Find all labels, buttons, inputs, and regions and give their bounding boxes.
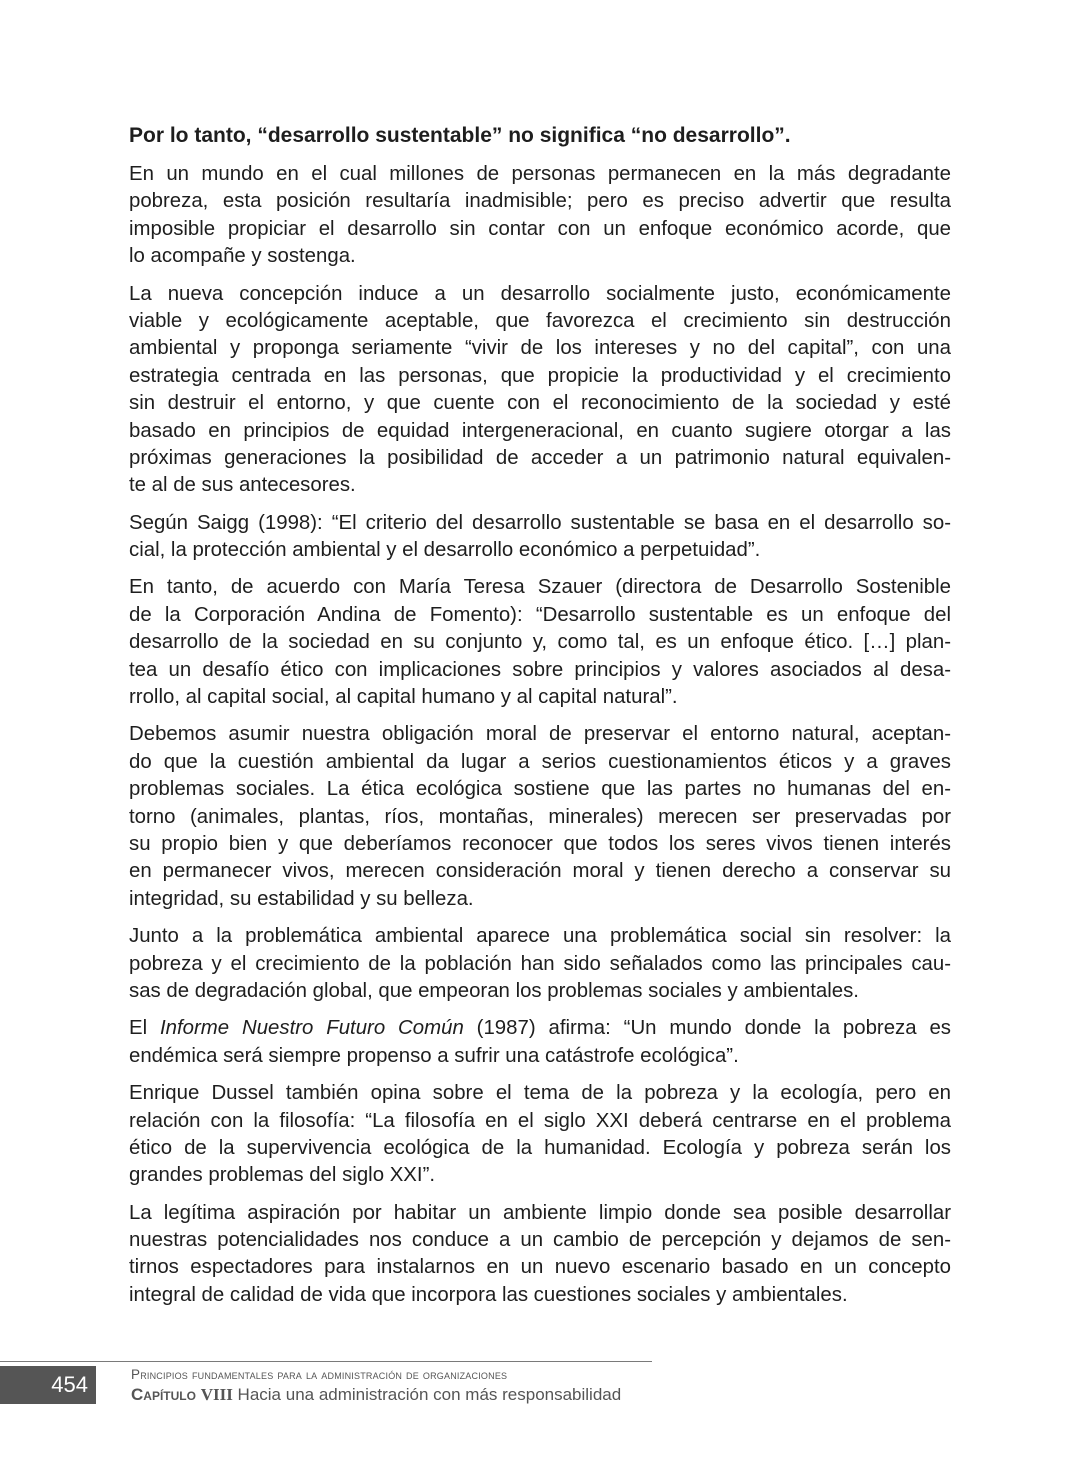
paragraph-4 <box>129 574 951 711</box>
chapter-number: VIII <box>200 1385 233 1404</box>
text-line: desarrollo de la sociedad en su conjunto y, como tal, es un enfoque ético. […] plan- <box>129 631 951 654</box>
text-line: en permanecer vivos, merecen consideración moral y tienen derecho a conservar su <box>129 860 951 883</box>
text-line: grandes problemas del siglo XXI”. <box>129 1164 436 1187</box>
section-heading: Por lo tanto, “desarrollo sustentable” no significa “no desarrollo”. <box>129 124 791 147</box>
text-line: lo acompañe y sostenga. <box>129 245 356 268</box>
text-line: de la Corporación Andina de Fomento): “Desarrollo sustentable es un enfoque del <box>129 603 951 626</box>
paragraph-5 <box>129 721 951 913</box>
chapter-label: Capítulo <box>131 1385 196 1404</box>
text-line: integral de calidad de vida que incorpora las cuestiones sociales y ambientales. <box>129 1283 848 1306</box>
text-line: endémica será siempre propenso a sufrir una catástrofe ecológica”. <box>129 1044 739 1067</box>
text-line: tea un desafío ético con implicaciones sobre principios y valores asociados al desa- <box>129 658 951 681</box>
text-line: basado en principios de equidad intergeneracional, en cuanto sugiere otorgar a las <box>129 419 951 442</box>
text-line: rrollo, al capital social, al capital humano y al capital natural”. <box>129 686 678 709</box>
paragraph-7-informe <box>129 1015 951 1070</box>
text-line: relación con la filosofía: “La filosofía en el siglo XXI deberá centrarse en el problema <box>129 1109 951 1132</box>
chapter-title: Hacia una administración con más responsabilidad <box>237 1385 622 1404</box>
paragraph-8 <box>129 1080 951 1190</box>
text-line: sas de degradación global, que empeoran los problemas sociales y ambientales. <box>129 979 859 1002</box>
paragraph-2 <box>129 281 951 500</box>
paragraph-1 <box>129 161 951 271</box>
text-line: nuestras potencialidades nos conduce a un cambio de percepción y dejamos de sen- <box>129 1229 951 1252</box>
text-line: estrategia centrada en las personas, que propicie la productividad y el crecimiento <box>129 364 951 387</box>
text-line: La nueva concepción induce a un desarrollo socialmente justo, económicamente <box>129 282 951 305</box>
text-line: viable y ecológicamente aceptable, que favorezca el crecimiento sin destrucción <box>129 309 951 332</box>
running-head-chapter <box>131 1385 621 1405</box>
text-fragment: El <box>129 1017 160 1040</box>
text-line: próximas generaciones la posibilidad de acceder a un patrimonio natural equivalen- <box>129 446 951 469</box>
text-line: imposible propiciar el desarrollo sin contar con un enfoque económico acorde, que <box>129 217 951 240</box>
text-line: La legítima aspiración por habitar un ambiente limpio donde sea posible desarrollar <box>129 1201 951 1224</box>
text-line: do que la cuestión ambiental da lugar a serios cuestionamientos éticos y a graves <box>129 750 951 773</box>
running-head-book-title: Principios fundamentales para la administración de organizaciones <box>131 1367 508 1382</box>
text-line: su propio bien y que deberíamos reconocer que todos los seres vivos tienen interés <box>129 832 951 855</box>
footer-divider <box>0 1361 652 1362</box>
text-line: cial, la protección ambiental y el desarrollo económico a perpetuidad”. <box>129 539 761 562</box>
text-line: tirnos espectadores para instalarnos en un nuevo escenario basado en un concepto <box>129 1256 951 1279</box>
text-line: Según Saigg (1998): “El criterio del desarrollo sustentable se basa en el desarrollo so- <box>129 511 951 534</box>
text-fragment: (1987) afirma: “Un mundo donde la pobreza es <box>463 1017 951 1040</box>
book-title-italic: Informe Nuestro Futuro Común <box>160 1017 464 1040</box>
text-line: ético de la supervivencia ecológica de la humanidad. Ecología y pobreza serán los <box>129 1136 951 1159</box>
paragraph-3 <box>129 510 951 565</box>
page-number: 454 <box>0 1366 96 1404</box>
text-line: te al de sus antecesores. <box>129 474 356 497</box>
text-line: Enrique Dussel también opina sobre el tema de la pobreza y la ecología, pero en <box>129 1082 951 1105</box>
paragraph-6 <box>129 923 951 1005</box>
text-line: problemas sociales. La ética ecológica sostiene que las partes no humanas del en- <box>129 778 951 801</box>
text-line: En un mundo en el cual millones de personas permanecen en la más degradante <box>129 163 951 185</box>
text-line: pobreza, esta posición resultaría inadmisible; pero es preciso advertir que resulta <box>129 190 951 213</box>
page-body <box>129 121 951 1319</box>
text-line: En tanto, de acuerdo con María Teresa Szauer (directora de Desarrollo Sostenible <box>129 576 951 599</box>
text-line: sin destruir el entorno, y que cuente con el reconocimiento de la sociedad y esté <box>129 392 951 415</box>
paragraph-9 <box>129 1200 951 1310</box>
text-line: Junto a la problemática ambiental aparece una problemática social sin resolver: la <box>129 925 951 948</box>
text-line: ambiental y proponga seriamente “vivir de los intereses y no del capital”, con una <box>129 337 951 360</box>
text-line: Debemos asumir nuestra obligación moral de preservar el entorno natural, aceptan- <box>129 723 951 746</box>
text-line: torno (animales, plantas, ríos, montañas, minerales) merecen ser preservadas por <box>129 805 951 828</box>
text-line <box>129 1015 951 1042</box>
text-line: pobreza y el crecimiento de la población han sido señalados como las principales cau- <box>129 952 951 975</box>
text-line: integridad, su estabilidad y su belleza. <box>129 887 474 910</box>
